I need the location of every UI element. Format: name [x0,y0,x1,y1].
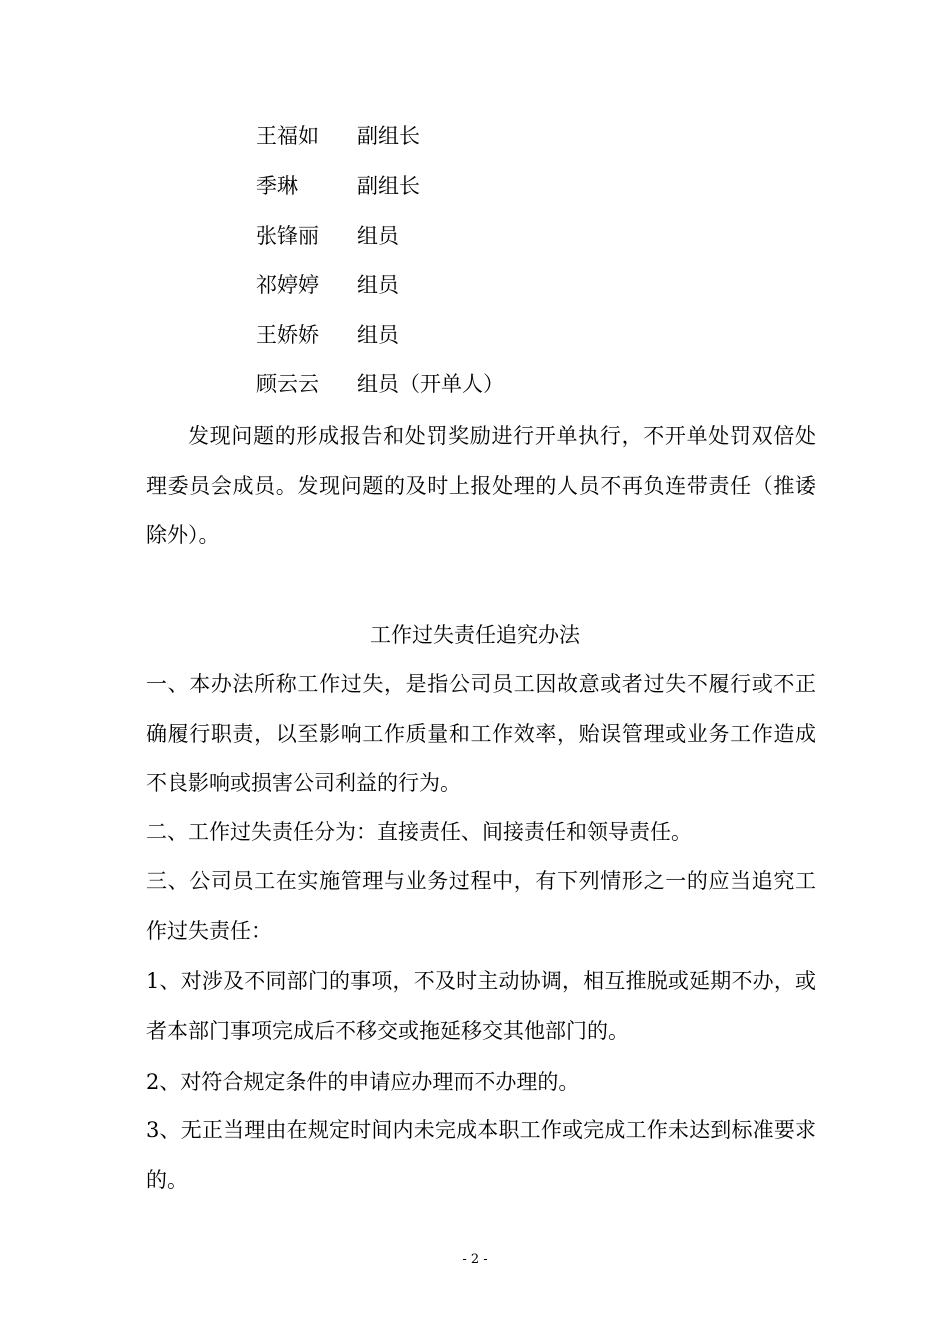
section-item-2: 二、工作过失责任分为：直接责任、间接责任和领导责任。 [146,820,692,844]
member-row [256,321,399,349]
member-row [256,122,420,150]
member-name: 张锋丽 [256,224,319,248]
member-role: 副组长 [357,124,420,148]
member-name: 季琳 [256,174,298,198]
intro-paragraph: 发现问题的形成报告和处罚奖励进行开单执行，不开单处罚双倍处理委员会成员。发现问题的及时上报处理的人员不再负连带责任（推诿除外）。 [146,424,816,547]
member-row [256,222,399,250]
section-title: 工作过失责任追究办法 [370,623,580,647]
page-number: - 2 - [462,1252,488,1267]
member-row [256,271,399,299]
member-name: 王福如 [256,124,319,148]
member-name: 王娇娇 [256,323,319,347]
member-row [256,370,504,398]
section-item-1: 一、本办法所称工作过失，是指公司员工因故意或者过失不履行或不正确履行职责，以至影响工作质量和工作效率，贻误管理或业务工作造成不良影响或损害公司利益的行为。 [146,672,816,795]
section-item-3: 三、公司员工在实施管理与业务过程中，有下列情形之一的应当追究工作过失责任： [146,869,816,943]
sub-item-3: 3、无正当理由在规定时间内未完成本职工作或完成工作未达到标准要求的。 [146,1118,816,1192]
member-name: 祁婷婷 [256,273,319,297]
member-role: 副组长 [357,174,420,198]
member-role: 组员 [357,323,399,347]
member-role: 组员 [357,224,399,248]
member-role: 组员 [357,273,399,297]
member-role: 组员（开单人） [357,372,504,396]
member-row [256,172,420,200]
sub-item-1: 1、对涉及不同部门的事项，不及时主动协调，相互推脱或延期不办，或者本部门事项完成后不移交或拖延移交其他部门的。 [146,969,816,1043]
member-name: 顾云云 [256,372,319,396]
sub-item-2: 2、对符合规定条件的申请应办理而不办理的。 [146,1070,580,1094]
